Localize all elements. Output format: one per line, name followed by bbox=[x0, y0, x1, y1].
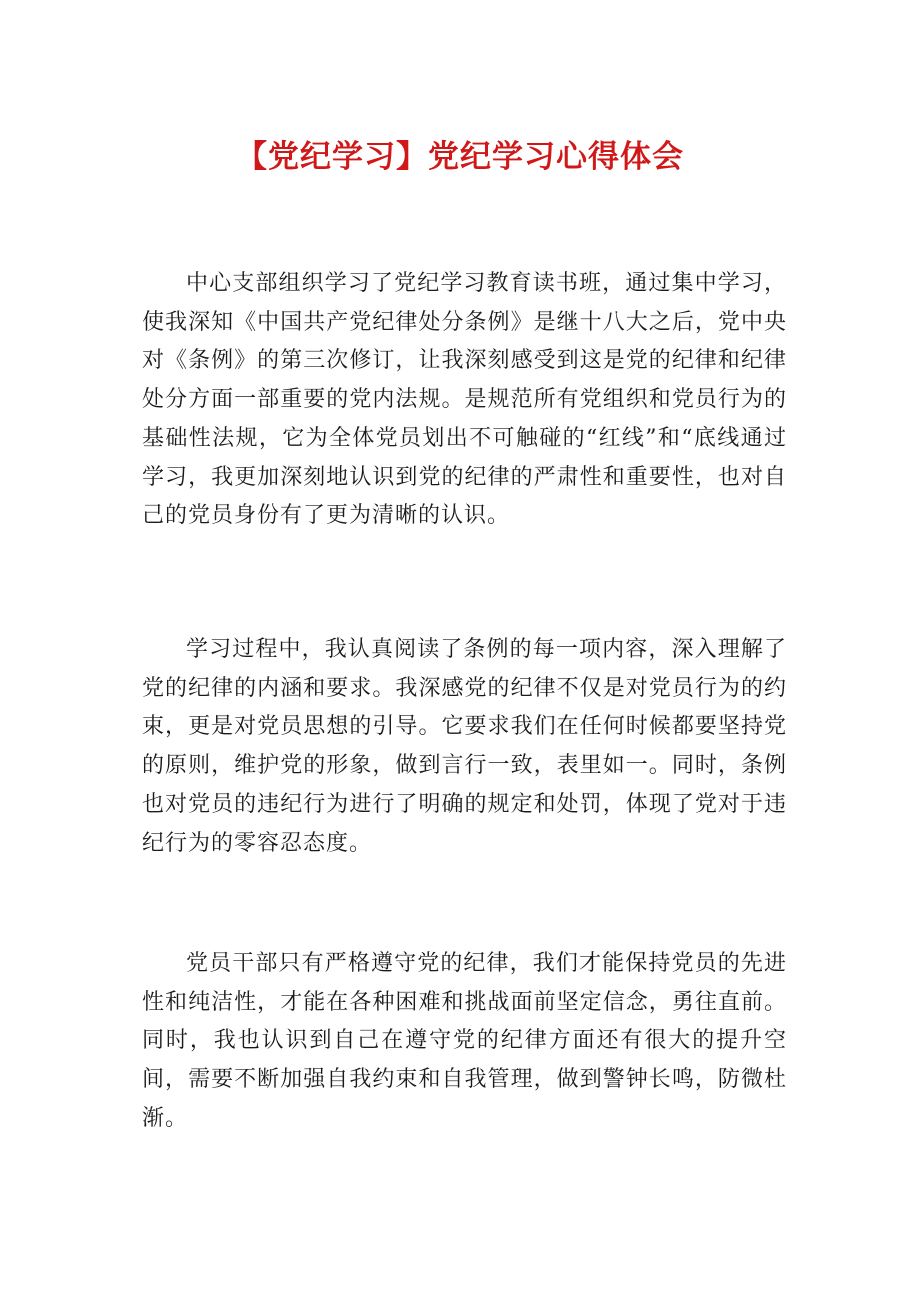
document-title: 【党纪学习】党纪学习心得体会 bbox=[236, 138, 684, 175]
paragraph-3: 党员干部只有严格遵守党的纪律，我们才能保持党员的先进性和纯洁性，才能在各种困难和挑战面前坚定信念，勇往直前。同时，我也认识到自己在遵守党的纪律方面还有很大的提升空间，需要不断加强自我约束和自我管理，做到警钟长鸣，防微杜渐。 bbox=[142, 951, 787, 1131]
paragraph-2: 学习过程中，我认真阅读了条例的每一项内容，深入理解了党的纪律的内涵和要求。我深感党的纪律不仅是对党员行为的约束，更是对党员思想的引导。它要求我们在任何时候都要坚持党的原则，维护党的形象，做到言行一致，表里如一。同时，条例也对党员的违纪行为进行了明确的规定和处罚，体现了党对于违纪行为的零容忍态度。 bbox=[142, 637, 787, 856]
paragraph-1: 中心支部组织学习了党纪学习教育读书班，通过集中学习，使我深知《中国共产党纪律处分条例》是继十八大之后，党中央对《条例》的第三次修订，让我深刻感受到这是党的纪律和纪律处分方面一部重要的党内法规。是规范所有党组织和党员行为的基础性法规，它为全体党员划出不可触碰的“红线”和“底线通过学习，我更加深刻地认识到党的纪律的严肃性和重要性，也对自己的党员身份有了更为清晰的认识。 bbox=[142, 271, 787, 529]
